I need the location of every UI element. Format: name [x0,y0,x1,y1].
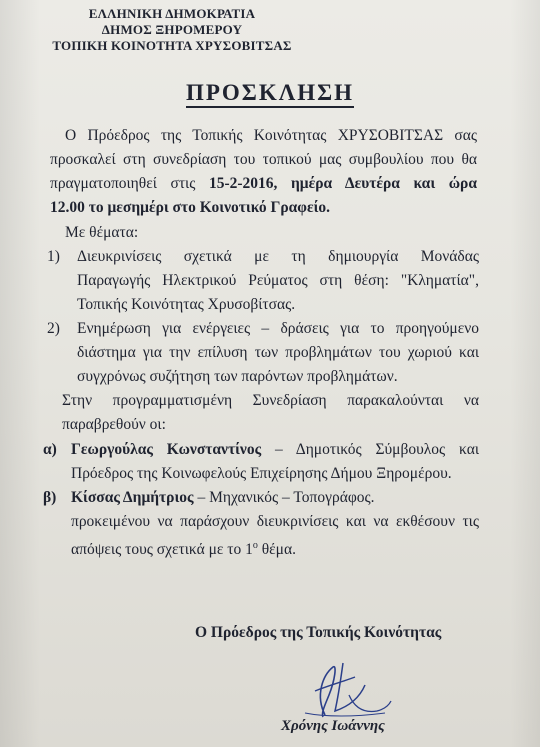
intro-line-3 [50,173,477,195]
ordinal-superscript: ο [252,540,258,551]
invite-line-1: Στην προγραμματισμένη Συνεδρίαση παρακαλούνται να [62,392,479,409]
person-a-line-1 [71,439,479,461]
closing-line-1: προκειμένου να παράσχουν διευκρινίσεις και να εκθέσουν τις [71,513,479,530]
topic-1-line-3: Τοπικής Κοινότητας Χρυσοβίτσας. [77,296,296,313]
page-shadow-right [510,0,540,747]
topic-2-line-2: διάστημα για την επίλυση των προβλημάτων του χωριού και [77,344,479,361]
person-a-line-2: Πρόεδρος της Κοινωφελούς Επιχείρησης Δήμου Ξηρομέρου. [71,465,452,482]
meeting-time-place: 12.00 το μεσημέρι στο Κοινοτικό Γραφείο. [50,199,331,216]
person-number-b: β) [43,489,57,506]
topics-label: Με θέματα: [65,224,139,241]
signatory-name: Χρόνης Ιωάννης [281,718,385,734]
topic-number-1: 1) [47,248,60,265]
person-a-role: – Δημοτικός Σύμβουλος και [261,441,479,458]
person-number-a: α) [43,441,57,458]
person-b-role: – Μηχανικός – Τοπογράφος. [193,489,375,506]
person-b-line [71,487,375,509]
letterhead-line-state: ΕΛΛΗΝΙΚΗ ΔΗΜΟΚΡΑΤΙΑ [88,6,256,21]
document-title-text: ΠΡΟΣΚΛΗΣΗ [186,80,354,108]
meeting-date: 15-2-2016, ημέρα Δευτέρα και ώρα [208,175,477,192]
topic-1-line-1: Διευκρινίσεις σχετικά με τη δημιουργία Μονάδας [77,248,479,265]
closing-line-2 [71,535,296,561]
letterhead-line-municipality: ΔΗΜΟΣ ΞΗΡΟΜΕΡΟΥ [101,22,243,37]
topic-1-line-2: Παραγωγής Ηλεκτρικού Ρεύματος στη θέση: "Κληματία", [77,272,479,289]
topic-2-line-1: Ενημέρωση για ενέργειες – δράσεις για το προηγούμενο [77,320,479,337]
page-shadow-left [0,0,40,747]
closing-line-2-text: απόψεις τους σχετικά με το 1 [71,541,253,559]
topic-number-2: 2) [47,320,60,337]
intro-line-1: Ο Πρόεδρος της Τοπικής Κοινότητας ΧΡΥΣΟΒΙΤΣΑΣ σας [65,127,477,144]
person-a-name: Γεωργούλας Κωνσταντίνος [71,441,262,458]
letterhead-line-community: ΤΟΠΙΚΗ ΚΟΙΝΟΤΗΤΑ ΧΡΥΣΟΒΙΤΣΑΣ [52,38,292,53]
invite-line-2: παραβρεθούν οι: [62,416,166,433]
topic-2-line-3: συγχρόνως συζήτηση των παρόντων προβλημάτων. [77,368,398,385]
document-title [0,80,540,106]
handwritten-signature [285,655,395,725]
person-b-name: Κίσσας Δημήτριος [71,489,194,506]
signature-role: Ο Πρόεδρος της Τοπικής Κοινότητας [195,624,442,641]
intro-line-2: προσκαλεί στη συνεδρίαση του τοπικού μας συμβουλίου που θα [50,151,477,168]
intro-line-3-text: πραγματοποιηθεί στις [50,175,209,192]
closing-line-2-end: θέμα. [257,541,296,559]
letterhead [22,6,322,54]
